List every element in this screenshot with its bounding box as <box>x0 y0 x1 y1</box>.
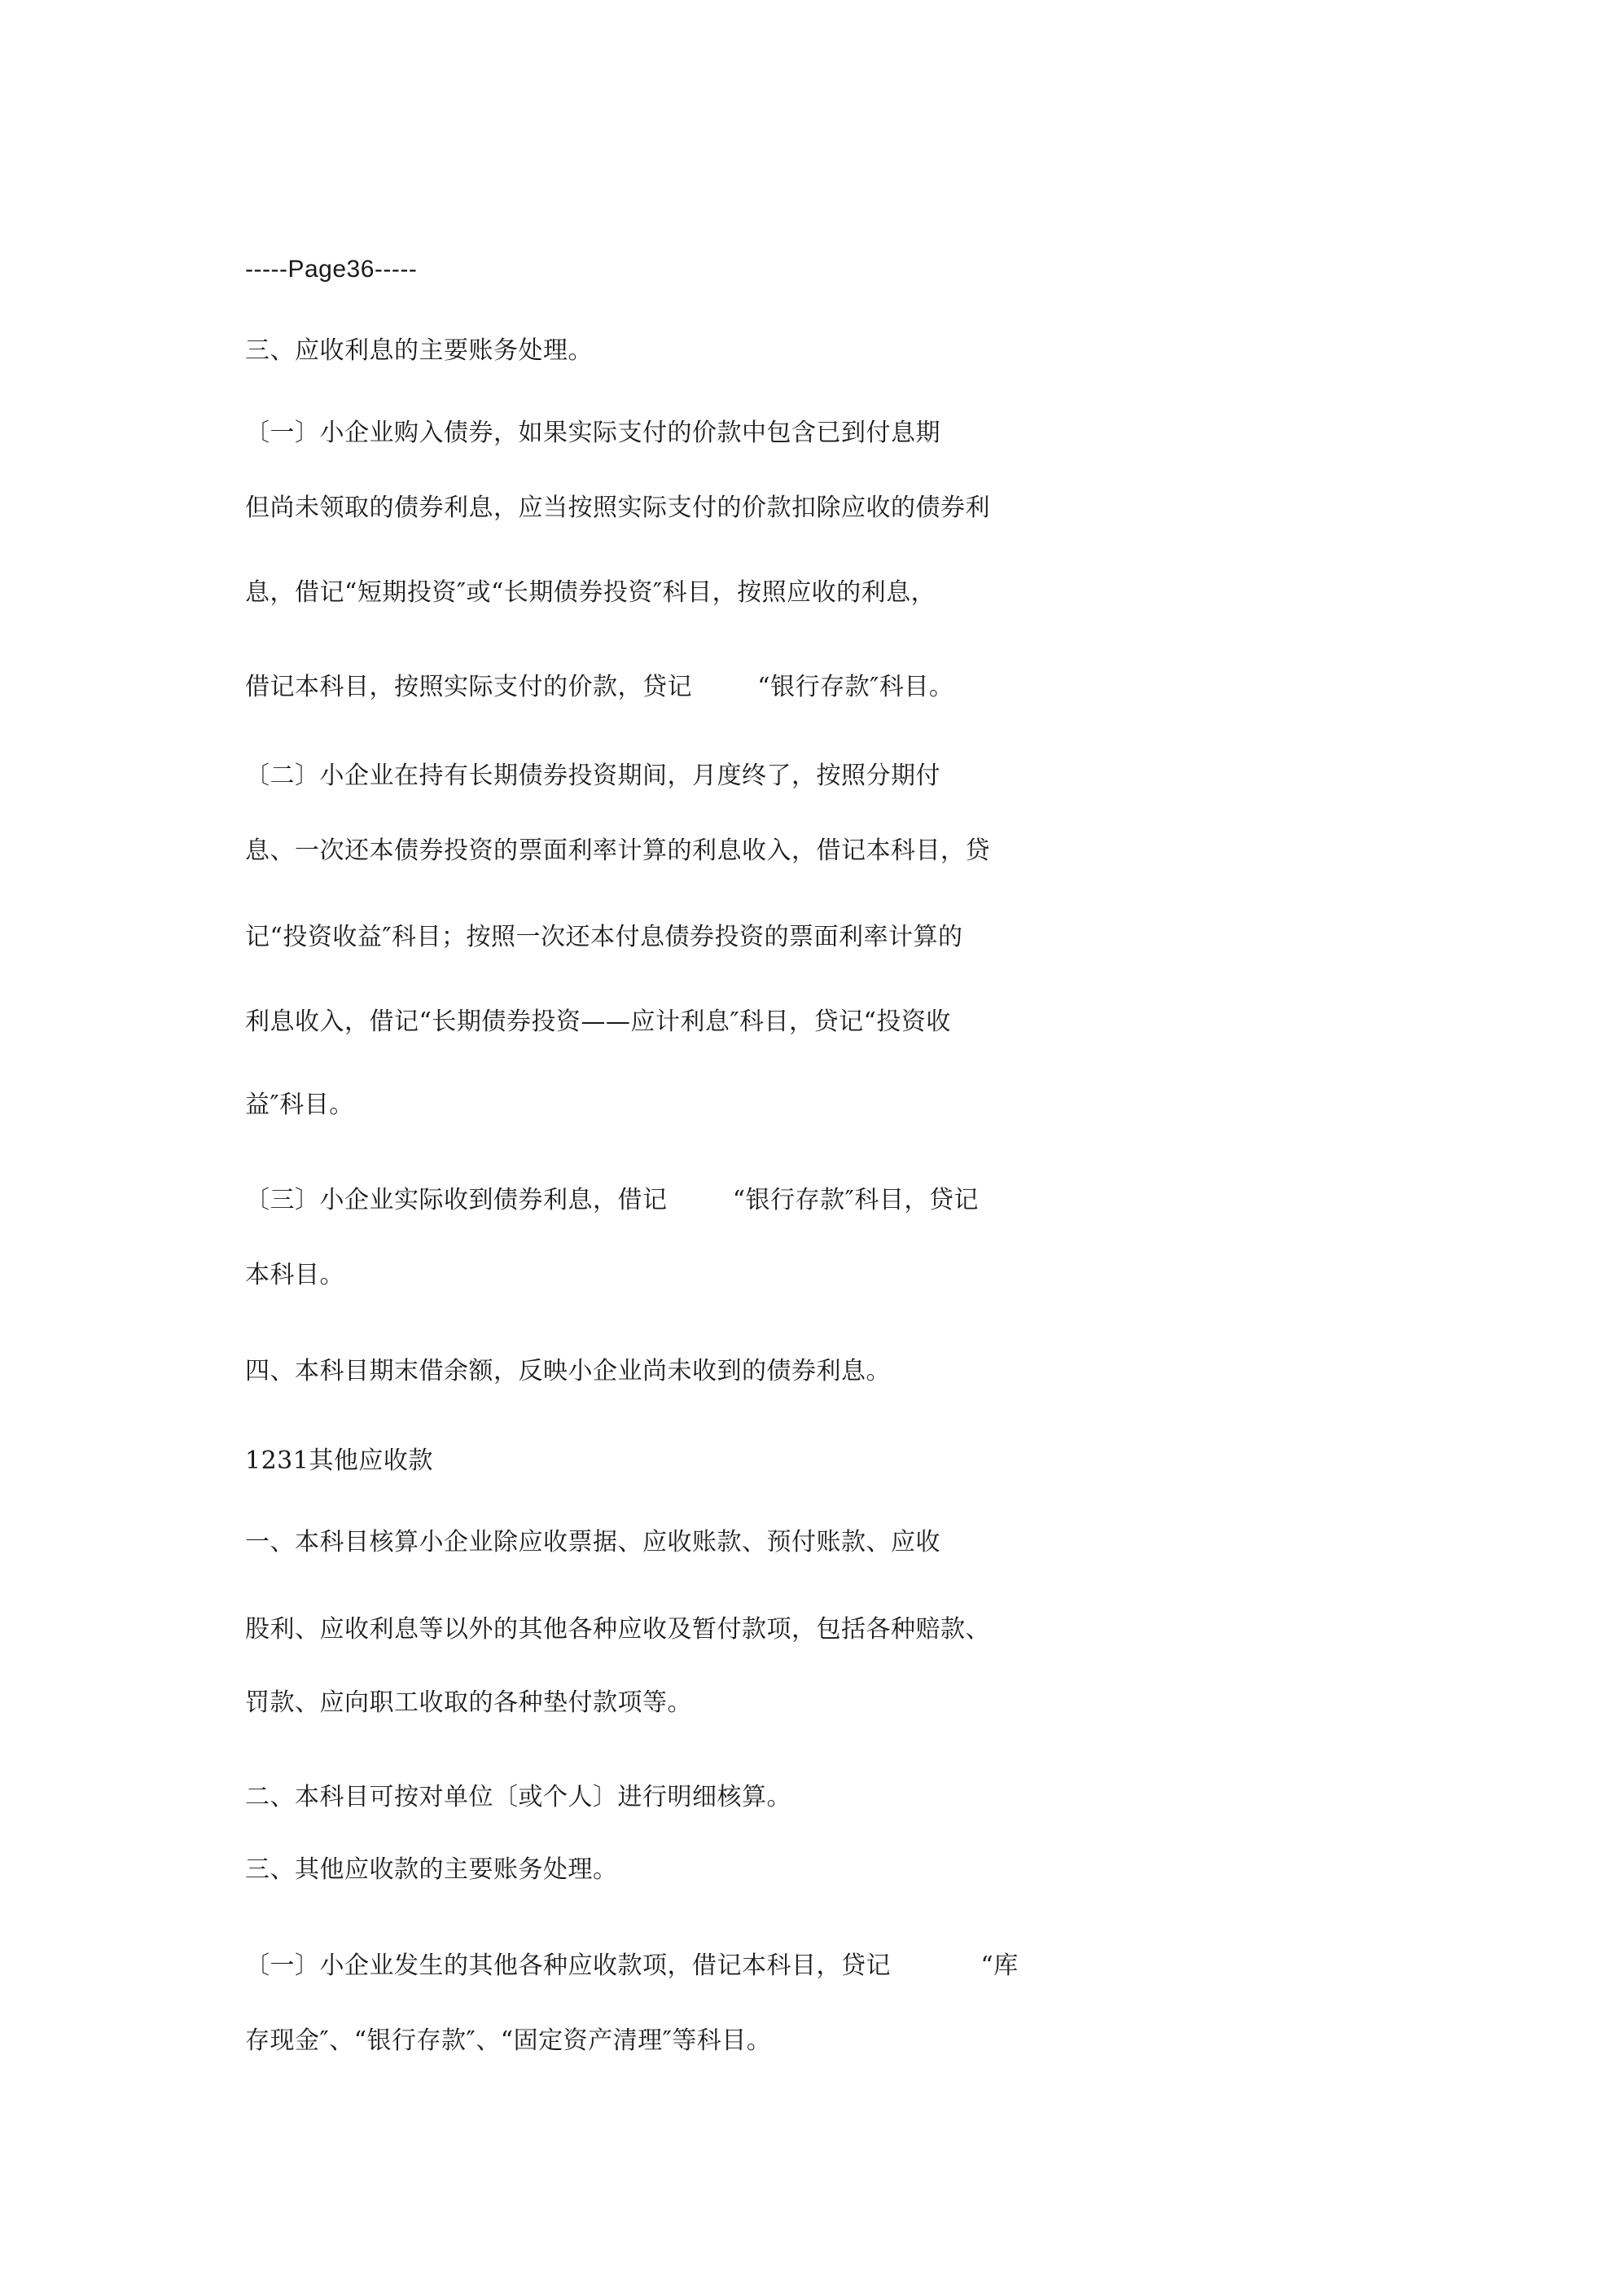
text-line: 〔一〕小企业购入债券，如果实际支付的价款中包含已到付息期 <box>245 419 940 447</box>
text-line: 三、其他应收款的主要账务处理。 <box>245 1855 618 1884</box>
text-line: 息，借记“短期投资″或“长期债券投资″科目，按照应收的利息， <box>245 578 936 607</box>
text-line: 二、本科目可按对单位〔或个人〕进行明细核算。 <box>245 1783 791 1811</box>
text-line: 借记本科目，按照实际支付的价款，贷记 “银行存款″科目。 <box>245 673 954 701</box>
text-line: 本科目。 <box>245 1261 344 1289</box>
text-line: 〔二〕小企业在持有长期债券投资期间，月度终了，按照分期付 <box>245 762 940 790</box>
text-line: 〔一〕小企业发生的其他各种应收款项，借记本科目，贷记 “库 <box>245 1951 1019 1980</box>
text-line: 罚款、应向职工收取的各种垫付款项等。 <box>245 1688 692 1717</box>
page-marker: -----Page36----- <box>245 256 418 283</box>
text-line: 一、本科目核算小企业除应收票据、应收账款、预付账款、应收 <box>245 1528 940 1556</box>
text-line: 股利、应收利息等以外的其他各种应收及暂付款项，包括各种赔款、 <box>245 1615 990 1644</box>
section-heading: 1231其他应收款 <box>245 1447 433 1475</box>
text-line: 益″科目。 <box>245 1091 354 1119</box>
text-line: 利息收入，借记“长期债券投资——应计利息″科目，贷记“投资收 <box>245 1008 951 1036</box>
text-line: 存现金″、“银行存款″、“固定资产清理″等科目。 <box>245 2026 772 2055</box>
text-line: 四、本科目期末借余额，反映小企业尚未收到的债券利息。 <box>245 1357 891 1385</box>
text-line: 记“投资收益″科目；按照一次还本付息债券投资的票面利率计算的 <box>245 923 963 951</box>
text-line: 〔三〕小企业实际收到债券利息，借记 “银行存款″科目，贷记 <box>245 1186 979 1214</box>
text-line: 息、一次还本债券投资的票面利率计算的利息收入，借记本科目，贷 <box>245 836 990 865</box>
text-line: 三、应收利息的主要账务处理。 <box>245 336 593 365</box>
text-line: 但尚未领取的债券利息，应当按照实际支付的价款扣除应收的债券利 <box>245 494 990 522</box>
